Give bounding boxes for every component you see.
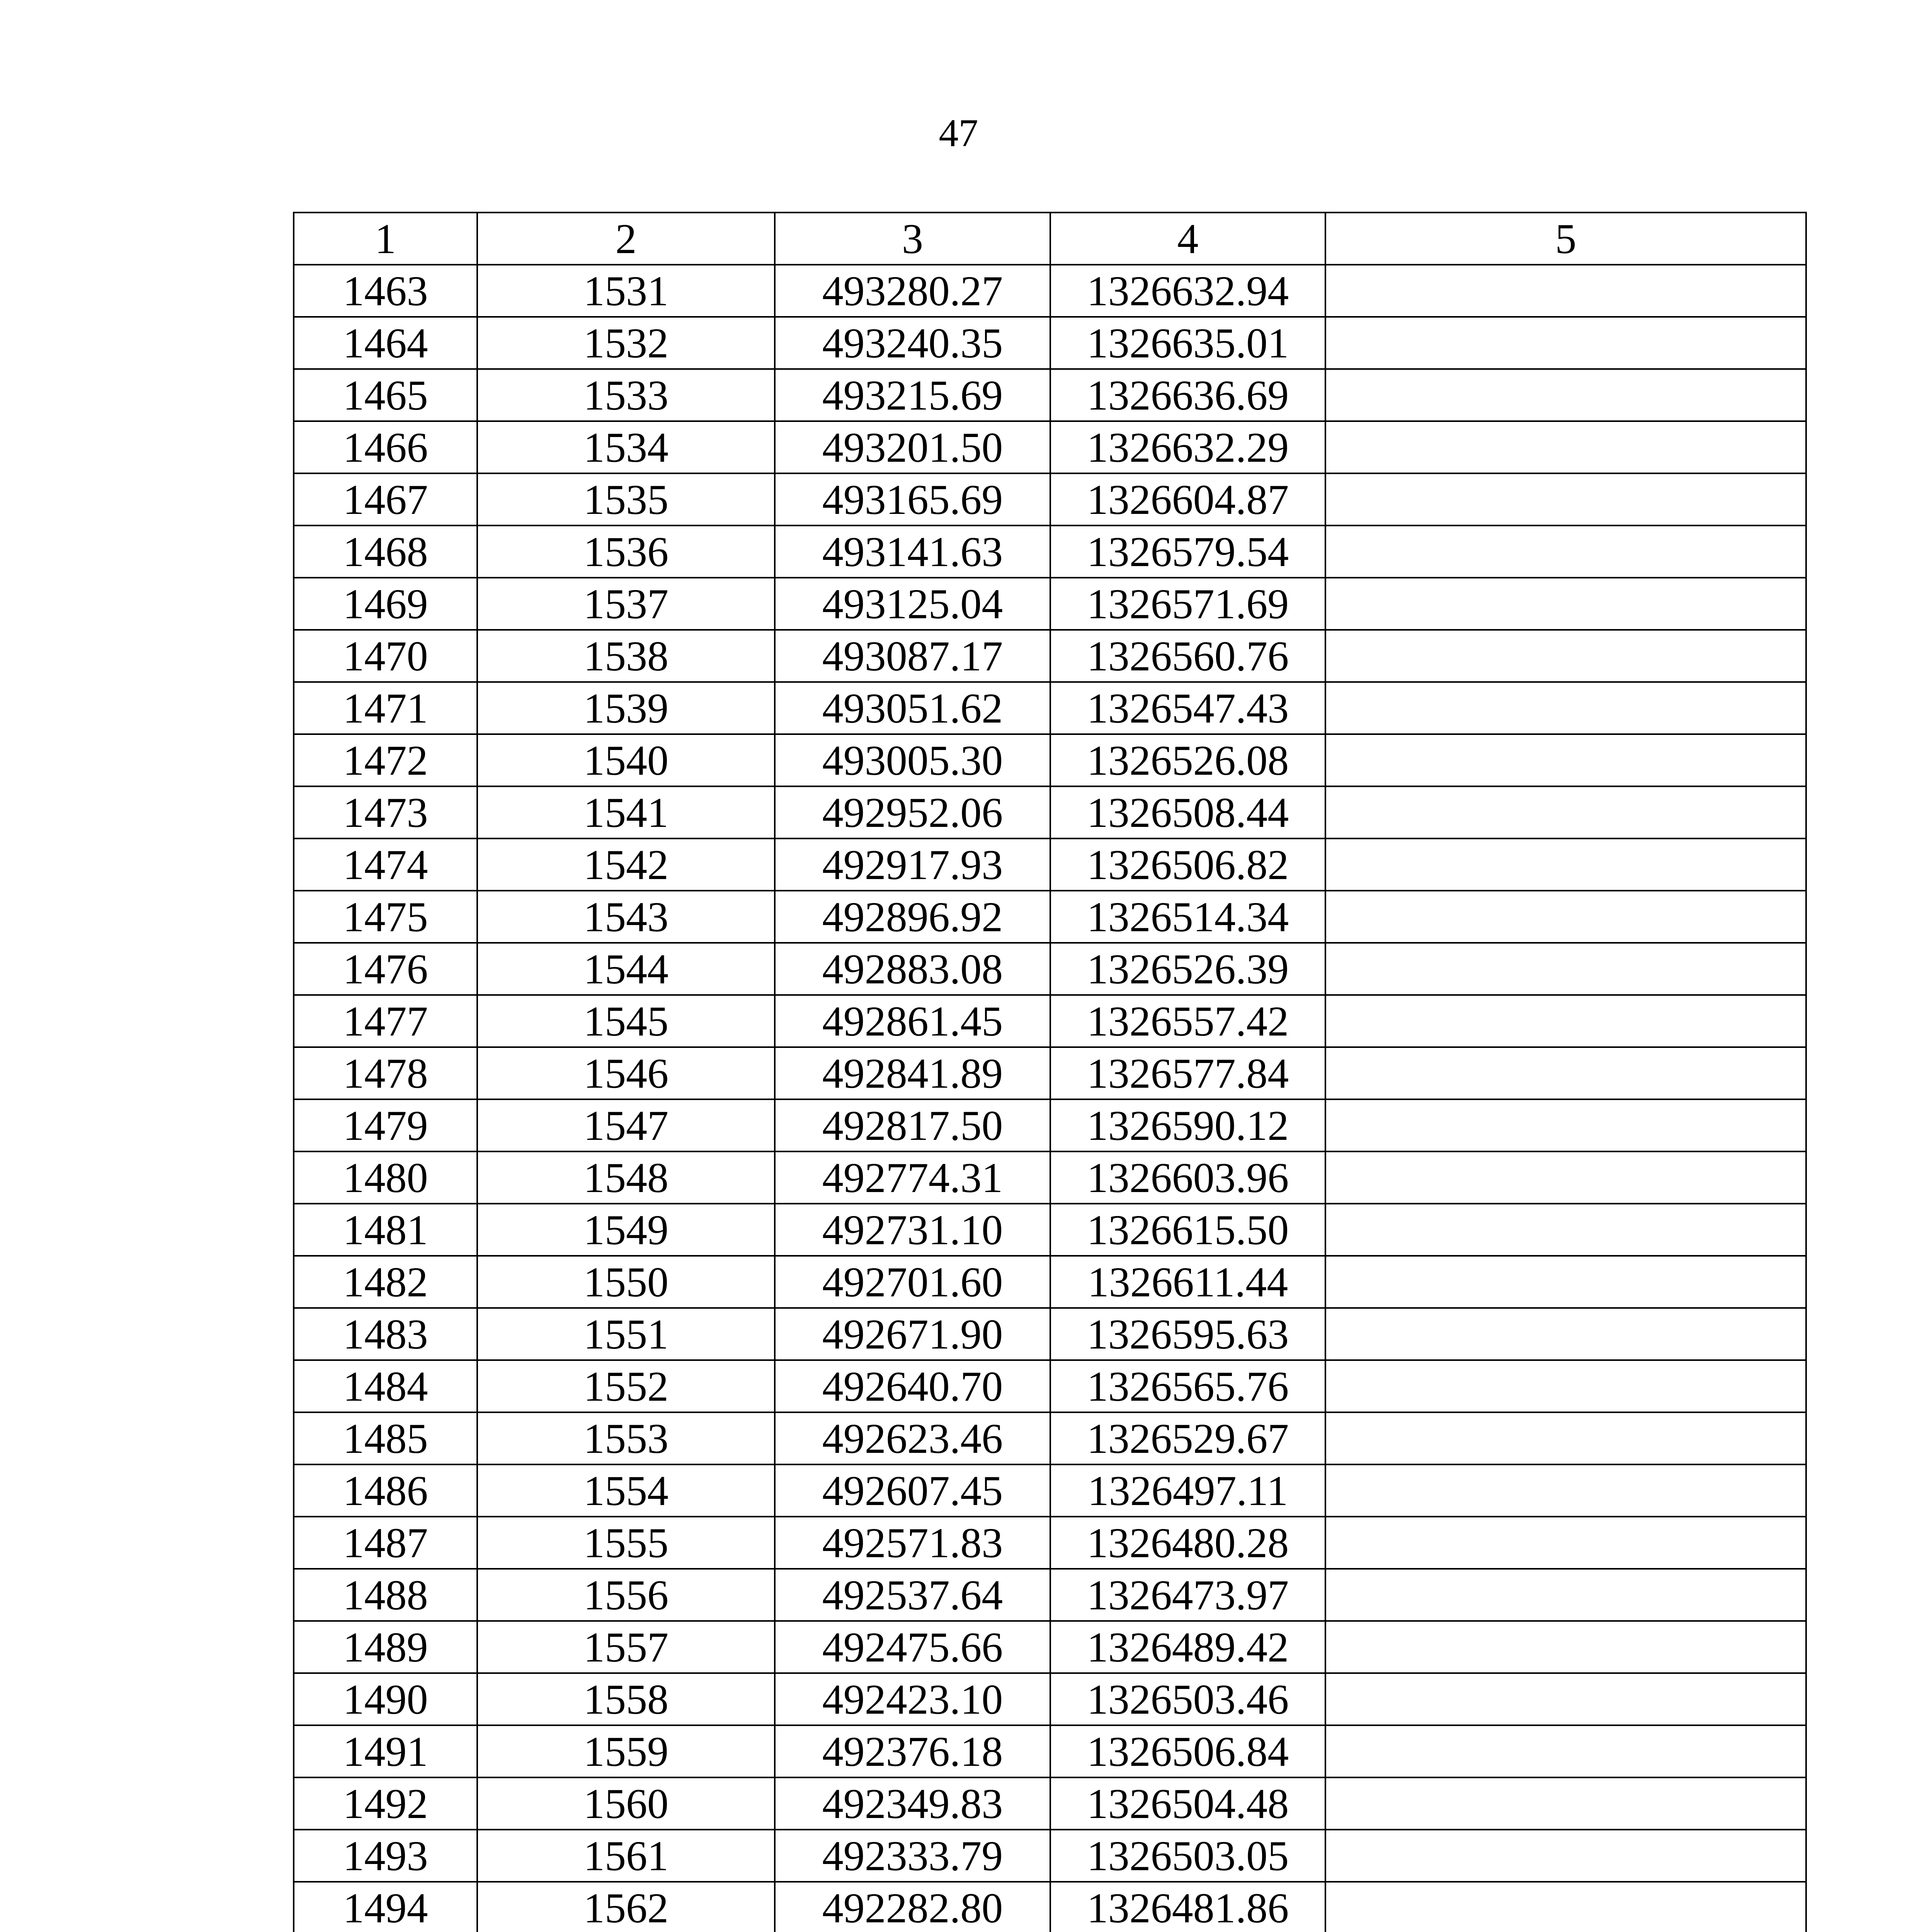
y-coordinate-cell: 1326504.48: [1050, 1777, 1325, 1830]
row-number-cell: 1474: [294, 838, 477, 891]
table-row: [294, 1256, 1806, 1308]
note-cell: [1325, 995, 1806, 1047]
table-row: [294, 369, 1806, 421]
point-number-cell: 1553: [477, 1412, 775, 1464]
y-coordinate-cell: 1326473.97: [1050, 1569, 1325, 1621]
row-number-cell: 1486: [294, 1464, 477, 1517]
row-number-cell: 1489: [294, 1621, 477, 1673]
y-coordinate-cell: 1326503.05: [1050, 1830, 1325, 1882]
y-coordinate-cell: 1326604.87: [1050, 473, 1325, 526]
table-row: [294, 1569, 1806, 1621]
x-coordinate-cell: 492475.66: [775, 1621, 1050, 1673]
point-number-cell: 1545: [477, 995, 775, 1047]
table-row: [294, 526, 1806, 578]
table-row: [294, 1308, 1806, 1360]
table-row: [294, 578, 1806, 630]
table-row: [294, 891, 1806, 943]
note-cell: [1325, 1621, 1806, 1673]
point-number-cell: 1540: [477, 734, 775, 786]
table-row: [294, 421, 1806, 473]
y-coordinate-cell: 1326497.11: [1050, 1464, 1325, 1517]
table-row: [294, 786, 1806, 838]
row-number-cell: 1475: [294, 891, 477, 943]
table-row: [294, 1412, 1806, 1464]
y-coordinate-cell: 1326611.44: [1050, 1256, 1325, 1308]
y-coordinate-cell: 1326615.50: [1050, 1204, 1325, 1256]
y-coordinate-cell: 1326481.86: [1050, 1882, 1325, 1932]
row-number-cell: 1492: [294, 1777, 477, 1830]
table-row: [294, 630, 1806, 682]
point-number-cell: 1557: [477, 1621, 775, 1673]
point-number-cell: 1543: [477, 891, 775, 943]
header-cell-3: 3: [775, 213, 1050, 265]
y-coordinate-cell: 1326526.08: [1050, 734, 1325, 786]
x-coordinate-cell: 492731.10: [775, 1204, 1050, 1256]
note-cell: [1325, 369, 1806, 421]
x-coordinate-cell: 492701.60: [775, 1256, 1050, 1308]
table-body: [294, 265, 1806, 1932]
y-coordinate-cell: 1326590.12: [1050, 1099, 1325, 1151]
point-number-cell: 1544: [477, 943, 775, 995]
point-number-cell: 1550: [477, 1256, 775, 1308]
point-number-cell: 1555: [477, 1517, 775, 1569]
x-coordinate-cell: 493051.62: [775, 682, 1050, 734]
row-number-cell: 1466: [294, 421, 477, 473]
row-number-cell: 1484: [294, 1360, 477, 1412]
x-coordinate-cell: 492376.18: [775, 1725, 1050, 1777]
y-coordinate-cell: 1326480.28: [1050, 1517, 1325, 1569]
header-cell-5: 5: [1325, 213, 1806, 265]
row-number-cell: 1469: [294, 578, 477, 630]
x-coordinate-cell: 493087.17: [775, 630, 1050, 682]
row-number-cell: 1480: [294, 1151, 477, 1204]
row-number-cell: 1483: [294, 1308, 477, 1360]
table-row: [294, 1777, 1806, 1830]
note-cell: [1325, 891, 1806, 943]
note-cell: [1325, 1673, 1806, 1725]
table-row: [294, 1882, 1806, 1932]
y-coordinate-cell: 1326529.67: [1050, 1412, 1325, 1464]
table-row: [294, 995, 1806, 1047]
note-cell: [1325, 1569, 1806, 1621]
note-cell: [1325, 1256, 1806, 1308]
note-cell: [1325, 1725, 1806, 1777]
x-coordinate-cell: 493201.50: [775, 421, 1050, 473]
header-cell-1: 1: [294, 213, 477, 265]
note-cell: [1325, 578, 1806, 630]
x-coordinate-cell: 492333.79: [775, 1830, 1050, 1882]
point-number-cell: 1535: [477, 473, 775, 526]
note-cell: [1325, 734, 1806, 786]
y-coordinate-cell: 1326503.46: [1050, 1673, 1325, 1725]
row-number-cell: 1493: [294, 1830, 477, 1882]
point-number-cell: 1547: [477, 1099, 775, 1151]
point-number-cell: 1562: [477, 1882, 775, 1932]
y-coordinate-cell: 1326547.43: [1050, 682, 1325, 734]
point-number-cell: 1558: [477, 1673, 775, 1725]
x-coordinate-cell: 492607.45: [775, 1464, 1050, 1517]
note-cell: [1325, 421, 1806, 473]
y-coordinate-cell: 1326577.84: [1050, 1047, 1325, 1099]
x-coordinate-cell: 492349.83: [775, 1777, 1050, 1830]
note-cell: [1325, 1412, 1806, 1464]
y-coordinate-cell: 1326514.34: [1050, 891, 1325, 943]
row-number-cell: 1477: [294, 995, 477, 1047]
point-number-cell: 1560: [477, 1777, 775, 1830]
note-cell: [1325, 786, 1806, 838]
table-row: [294, 1830, 1806, 1882]
y-coordinate-cell: 1326603.96: [1050, 1151, 1325, 1204]
x-coordinate-cell: 492423.10: [775, 1673, 1050, 1725]
table-row: [294, 1725, 1806, 1777]
x-coordinate-cell: 493005.30: [775, 734, 1050, 786]
table-row: [294, 838, 1806, 891]
x-coordinate-cell: 492282.80: [775, 1882, 1050, 1932]
point-number-cell: 1551: [477, 1308, 775, 1360]
y-coordinate-cell: 1326508.44: [1050, 786, 1325, 838]
point-number-cell: 1552: [477, 1360, 775, 1412]
note-cell: [1325, 317, 1806, 369]
note-cell: [1325, 838, 1806, 891]
note-cell: [1325, 473, 1806, 526]
note-cell: [1325, 1830, 1806, 1882]
table-row: [294, 1151, 1806, 1204]
table-row: [294, 1621, 1806, 1673]
row-number-cell: 1472: [294, 734, 477, 786]
x-coordinate-cell: 492640.70: [775, 1360, 1050, 1412]
row-number-cell: 1467: [294, 473, 477, 526]
note-cell: [1325, 1517, 1806, 1569]
row-number-cell: 1494: [294, 1882, 477, 1932]
note-cell: [1325, 1099, 1806, 1151]
note-cell: [1325, 943, 1806, 995]
coordinates-table: [293, 212, 1807, 1932]
x-coordinate-cell: 492841.89: [775, 1047, 1050, 1099]
y-coordinate-cell: 1326632.29: [1050, 421, 1325, 473]
y-coordinate-cell: 1326506.84: [1050, 1725, 1325, 1777]
y-coordinate-cell: 1326489.42: [1050, 1621, 1325, 1673]
y-coordinate-cell: 1326635.01: [1050, 317, 1325, 369]
row-number-cell: 1491: [294, 1725, 477, 1777]
y-coordinate-cell: 1326560.76: [1050, 630, 1325, 682]
header-row: [294, 213, 1806, 265]
note-cell: [1325, 1151, 1806, 1204]
x-coordinate-cell: 493141.63: [775, 526, 1050, 578]
x-coordinate-cell: 492917.93: [775, 838, 1050, 891]
point-number-cell: 1561: [477, 1830, 775, 1882]
x-coordinate-cell: 493240.35: [775, 317, 1050, 369]
row-number-cell: 1473: [294, 786, 477, 838]
row-number-cell: 1464: [294, 317, 477, 369]
point-number-cell: 1539: [477, 682, 775, 734]
x-coordinate-cell: 492817.50: [775, 1099, 1050, 1151]
page-number: 47: [939, 111, 978, 155]
point-number-cell: 1534: [477, 421, 775, 473]
row-number-cell: 1478: [294, 1047, 477, 1099]
table-row: [294, 943, 1806, 995]
y-coordinate-cell: 1326595.63: [1050, 1308, 1325, 1360]
point-number-cell: 1536: [477, 526, 775, 578]
note-cell: [1325, 1204, 1806, 1256]
row-number-cell: 1476: [294, 943, 477, 995]
x-coordinate-cell: 492571.83: [775, 1517, 1050, 1569]
table-row: [294, 1099, 1806, 1151]
note-cell: [1325, 526, 1806, 578]
table-row: [294, 1517, 1806, 1569]
row-number-cell: 1471: [294, 682, 477, 734]
point-number-cell: 1532: [477, 317, 775, 369]
point-number-cell: 1542: [477, 838, 775, 891]
point-number-cell: 1548: [477, 1151, 775, 1204]
point-number-cell: 1537: [477, 578, 775, 630]
table-row: [294, 734, 1806, 786]
table-row: [294, 265, 1806, 317]
y-coordinate-cell: 1326506.82: [1050, 838, 1325, 891]
note-cell: [1325, 1047, 1806, 1099]
row-number-cell: 1481: [294, 1204, 477, 1256]
point-number-cell: 1559: [477, 1725, 775, 1777]
x-coordinate-cell: 492883.08: [775, 943, 1050, 995]
table-row: [294, 1047, 1806, 1099]
table-row: [294, 682, 1806, 734]
table-row: [294, 1360, 1806, 1412]
header-cell-4: 4: [1050, 213, 1325, 265]
x-coordinate-cell: 493165.69: [775, 473, 1050, 526]
note-cell: [1325, 1464, 1806, 1517]
point-number-cell: 1541: [477, 786, 775, 838]
point-number-cell: 1546: [477, 1047, 775, 1099]
row-number-cell: 1490: [294, 1673, 477, 1725]
x-coordinate-cell: 492861.45: [775, 995, 1050, 1047]
table-row: [294, 1464, 1806, 1517]
x-coordinate-cell: 492952.06: [775, 786, 1050, 838]
note-cell: [1325, 265, 1806, 317]
point-number-cell: 1533: [477, 369, 775, 421]
note-cell: [1325, 1777, 1806, 1830]
table-header: [294, 213, 1806, 265]
y-coordinate-cell: 1326571.69: [1050, 578, 1325, 630]
y-coordinate-cell: 1326579.54: [1050, 526, 1325, 578]
point-number-cell: 1538: [477, 630, 775, 682]
note-cell: [1325, 630, 1806, 682]
row-number-cell: 1463: [294, 265, 477, 317]
x-coordinate-cell: 493215.69: [775, 369, 1050, 421]
row-number-cell: 1479: [294, 1099, 477, 1151]
table-row: [294, 317, 1806, 369]
x-coordinate-cell: 492774.31: [775, 1151, 1050, 1204]
row-number-cell: 1482: [294, 1256, 477, 1308]
y-coordinate-cell: 1326632.94: [1050, 265, 1325, 317]
note-cell: [1325, 1308, 1806, 1360]
note-cell: [1325, 1882, 1806, 1932]
note-cell: [1325, 1360, 1806, 1412]
row-number-cell: 1487: [294, 1517, 477, 1569]
point-number-cell: 1556: [477, 1569, 775, 1621]
x-coordinate-cell: 493125.04: [775, 578, 1050, 630]
row-number-cell: 1485: [294, 1412, 477, 1464]
y-coordinate-cell: 1326557.42: [1050, 995, 1325, 1047]
point-number-cell: 1531: [477, 265, 775, 317]
y-coordinate-cell: 1326565.76: [1050, 1360, 1325, 1412]
note-cell: [1325, 682, 1806, 734]
row-number-cell: 1465: [294, 369, 477, 421]
row-number-cell: 1468: [294, 526, 477, 578]
point-number-cell: 1554: [477, 1464, 775, 1517]
x-coordinate-cell: 492671.90: [775, 1308, 1050, 1360]
x-coordinate-cell: 493280.27: [775, 265, 1050, 317]
point-number-cell: 1549: [477, 1204, 775, 1256]
header-cell-2: 2: [477, 213, 775, 265]
x-coordinate-cell: 492896.92: [775, 891, 1050, 943]
x-coordinate-cell: 492537.64: [775, 1569, 1050, 1621]
row-number-cell: 1470: [294, 630, 477, 682]
y-coordinate-cell: 1326526.39: [1050, 943, 1325, 995]
y-coordinate-cell: 1326636.69: [1050, 369, 1325, 421]
table-row: [294, 473, 1806, 526]
row-number-cell: 1488: [294, 1569, 477, 1621]
table-row: [294, 1673, 1806, 1725]
x-coordinate-cell: 492623.46: [775, 1412, 1050, 1464]
table-row: [294, 1204, 1806, 1256]
